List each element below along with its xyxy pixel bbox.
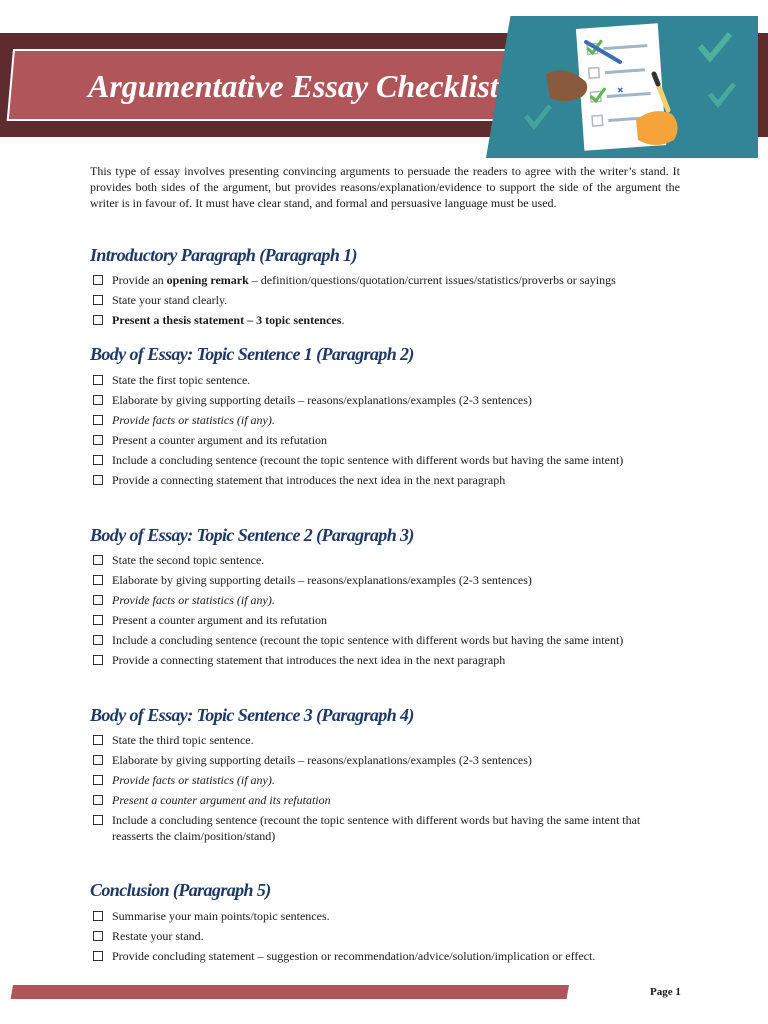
- checklist-item: [93, 432, 683, 448]
- item-text: Provide a connecting statement that introduces the next idea in the next paragraph: [112, 653, 506, 667]
- checkbox-icon[interactable]: [93, 655, 103, 665]
- item-text: Provide a connecting statement that introduces the next idea in the next paragraph: [112, 473, 506, 487]
- checklist-item: [93, 592, 683, 608]
- checklist-item: [93, 752, 683, 768]
- item-text: Provide an opening remark – definition/questions/quotation/current issues/statistics/proverbs or sayings: [112, 273, 616, 287]
- checklist-item: [93, 292, 683, 308]
- checkbox-icon[interactable]: [93, 755, 103, 765]
- checkbox-icon[interactable]: [93, 295, 103, 305]
- section-heading-introduction: Introductory Paragraph (Paragraph 1): [90, 245, 357, 265]
- item-text: Summarise your main points/topic sentences.: [112, 909, 330, 923]
- checkbox-icon[interactable]: [93, 275, 103, 285]
- checklist-topic-3: [93, 732, 683, 848]
- item-text: Present a counter argument and its refutation: [112, 433, 328, 447]
- section-heading-topic-2: Body of Essay: Topic Sentence 2 (Paragraph 3): [90, 525, 414, 545]
- checkbox-icon[interactable]: [93, 635, 103, 645]
- checklist-item: [93, 312, 683, 328]
- checkbox-icon[interactable]: [93, 375, 103, 385]
- checklist-item: [93, 372, 683, 388]
- checklist-topic-1: [93, 372, 683, 492]
- checklist-conclusion: [93, 908, 683, 968]
- checklist-item: [93, 392, 683, 408]
- checklist-item: [93, 812, 683, 844]
- checklist-item: [93, 452, 683, 468]
- checklist-item: [93, 908, 683, 924]
- checkbox-icon[interactable]: [93, 795, 103, 805]
- checkbox-icon[interactable]: [93, 595, 103, 605]
- checkbox-icon[interactable]: [93, 815, 103, 825]
- checkbox-icon[interactable]: [93, 455, 103, 465]
- checklist-topic-2: [93, 552, 683, 672]
- item-text: Provide facts or statistics (if any).: [112, 593, 275, 607]
- section-heading-topic-3: Body of Essay: Topic Sentence 3 (Paragraph 4): [90, 705, 414, 725]
- item-text: Present a counter argument and its refutation: [112, 793, 331, 807]
- checkbox-icon[interactable]: [93, 475, 103, 485]
- item-text: Provide concluding statement – suggestion or recommendation/advice/solution/implication or effect.: [112, 949, 596, 963]
- checkbox-icon[interactable]: [93, 555, 103, 565]
- item-text: Present a counter argument and its refutation: [112, 613, 328, 627]
- checklist-item: [93, 632, 683, 648]
- checklist-item: [93, 412, 683, 428]
- item-text: Provide facts or statistics (if any).: [112, 773, 275, 787]
- item-text: Include a concluding sentence (recount the topic sentence with different words but having the same intent): [112, 453, 624, 467]
- item-text: Elaborate by giving supporting details – reasons/explanations/examples (2-3 sentences): [112, 393, 532, 407]
- checklist-item: [93, 272, 683, 288]
- checklist-item: [93, 772, 683, 788]
- page-title: Argumentative Essay Checklist: [88, 68, 499, 104]
- item-text: Present a thesis statement – 3 topic sentences.: [112, 313, 345, 327]
- section-heading-topic-1: Body of Essay: Topic Sentence 1 (Paragraph 2): [90, 344, 414, 364]
- checkbox-icon[interactable]: [93, 735, 103, 745]
- checklist-item: [93, 652, 683, 668]
- item-text: State the second topic sentence.: [112, 553, 265, 567]
- checkbox-icon[interactable]: [93, 615, 103, 625]
- item-text: State your stand clearly.: [112, 293, 228, 307]
- item-text: State the first topic sentence.: [112, 373, 251, 387]
- checkbox-icon[interactable]: [93, 315, 103, 325]
- checklist-introduction: [93, 272, 683, 332]
- checklist-item: [93, 948, 683, 964]
- checklist-item: [93, 928, 683, 944]
- checkbox-icon[interactable]: [93, 775, 103, 785]
- item-text: State the third topic sentence.: [112, 733, 254, 747]
- checklist-item: [93, 612, 683, 628]
- checkbox-icon[interactable]: [93, 415, 103, 425]
- checkbox-icon[interactable]: [93, 395, 103, 405]
- checklist-illustration: [486, 16, 758, 158]
- item-text: Elaborate by giving supporting details – reasons/explanations/examples (2-3 sentences): [112, 573, 532, 587]
- checklist-item: [93, 792, 683, 808]
- item-text: Include a concluding sentence (recount the topic sentence with different words but having the same intent): [112, 633, 624, 647]
- item-text: Elaborate by giving supporting details – reasons/explanations/examples (2-3 sentences): [112, 753, 532, 767]
- checkbox-icon[interactable]: [93, 951, 103, 961]
- checkbox-icon[interactable]: [93, 575, 103, 585]
- checkbox-icon[interactable]: [93, 435, 103, 445]
- checklist-item: [93, 472, 683, 488]
- checkbox-icon[interactable]: [93, 911, 103, 921]
- intro-paragraph: This type of essay involves presenting convincing arguments to persuade the readers to agree with the writer’s stand. It provides both sides of the argument, but provides reasons/explanation/evidence to support the side of the argument the writer is in favour of. It must have clear stand, and formal and persuasive language must be used.: [90, 164, 680, 210]
- checklist-item: [93, 552, 683, 568]
- page-number: Page 1: [650, 986, 681, 998]
- section-heading-conclusion: Conclusion (Paragraph 5): [90, 880, 271, 900]
- item-text: Provide facts or statistics (if any).: [112, 413, 275, 427]
- item-text: Restate your stand.: [112, 929, 204, 943]
- checklist-item: [93, 732, 683, 748]
- footer-bar: [11, 985, 569, 999]
- checklist-item: [93, 572, 683, 588]
- checkbox-icon[interactable]: [93, 931, 103, 941]
- item-text: Include a concluding sentence (recount the topic sentence with different words but having the same intent that reasserts the claim/position/stand): [112, 813, 641, 843]
